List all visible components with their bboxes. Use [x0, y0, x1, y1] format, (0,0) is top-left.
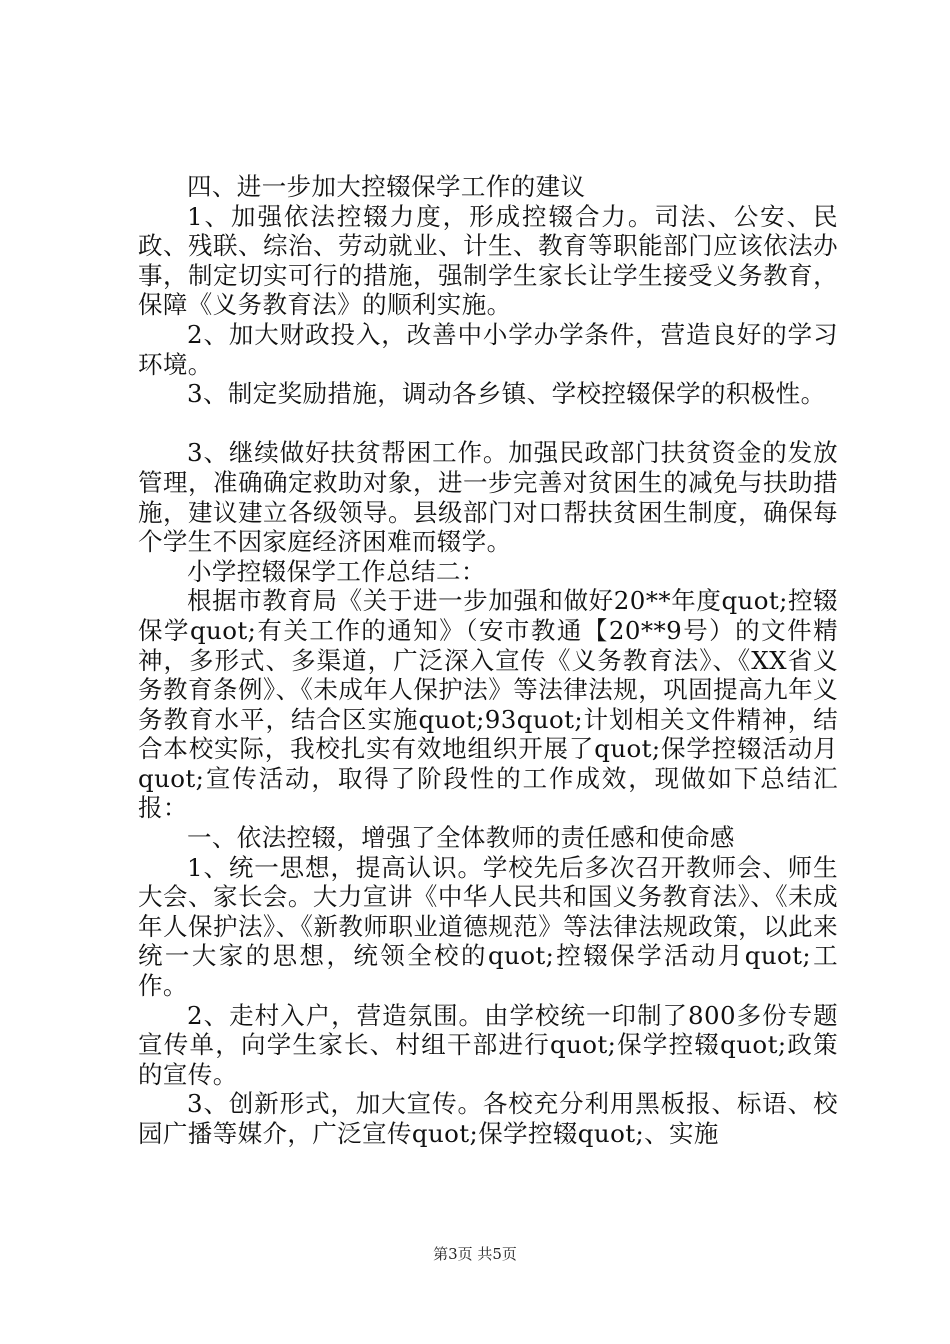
paragraph: 根据市教育局《关于进一步加强和做好20**年度quot;控辍保学quot;有关工作的通知》（安市教通【20**9号）的文件精神，多形式、多渠道，广泛深入宣传《义务教育法》、《XX省义务教育条例》、《未成年人保护法》等法律法规，巩固提高九年义务教育水平，结合区实施quot;93quot;计划相关文件精神，结合本校实际，我校扎实有效地组织开展了quot;保学控辍活动月quot;宣传活动，取得了阶段性的工作成效，现做如下总结汇报：	[138, 586, 838, 823]
paragraph: 1、统一思想，提高认识。学校先后多次召开教师会、师生大会、家长会。大力宣讲《中华人民共和国义务教育法》、《未成年人保护法》、《新教师职业道德规范》等法律法规政策，以此来统一大家的思想，统领全校的quot;控辍保学活动月quot;工作。	[138, 852, 838, 1001]
document-body	[138, 172, 838, 1149]
section-heading: 四、进一步加大控辍保学工作的建议	[187, 172, 586, 201]
paragraph: 3、创新形式，加大宣传。各校充分利用黑板报、标语、校园广播等媒介，广泛宣传quot;保学控辍quot;、实施	[138, 1089, 838, 1148]
paragraph: 3、继续做好扶贫帮困工作。加强民政部门扶贫资金的发放管理，准确确定救助对象，进一步完善对贫困生的减免与扶助措施，建议建立各级领导。县级部门对口帮扶贫困生制度，确保每个学生不因家庭经济困难而辍学。	[138, 438, 838, 557]
paragraph: 2、加大财政投入，改善中小学办学条件，营造良好的学习环境。	[138, 319, 838, 379]
paragraph: 2、走村入户，营造氛围。由学校统一印制了800多份专题宣传单，向学生家长、村组干部进行quot;保学控辍quot;政策的宣传。	[138, 1000, 838, 1089]
page-number-footer: 第3页 共5页	[433, 1245, 517, 1263]
section-heading: 一、依法控辍，增强了全体教师的责任感和使命感	[187, 823, 735, 853]
paragraph: 3、制定奖励措施，调动各乡镇、学校控辍保学的积极性。	[187, 379, 826, 409]
paragraph: 1、加强依法控辍力度，形成控辍合力。司法、公安、民政、残联、综治、劳动就业、计生、教育等职能部门应该依法办事，制定切实可行的措施，强制学生家长让学生接受义务教育，保障《义务教育法》的顺利实施。	[138, 201, 838, 320]
section-title: 小学控辍保学工作总结二：	[187, 556, 486, 586]
